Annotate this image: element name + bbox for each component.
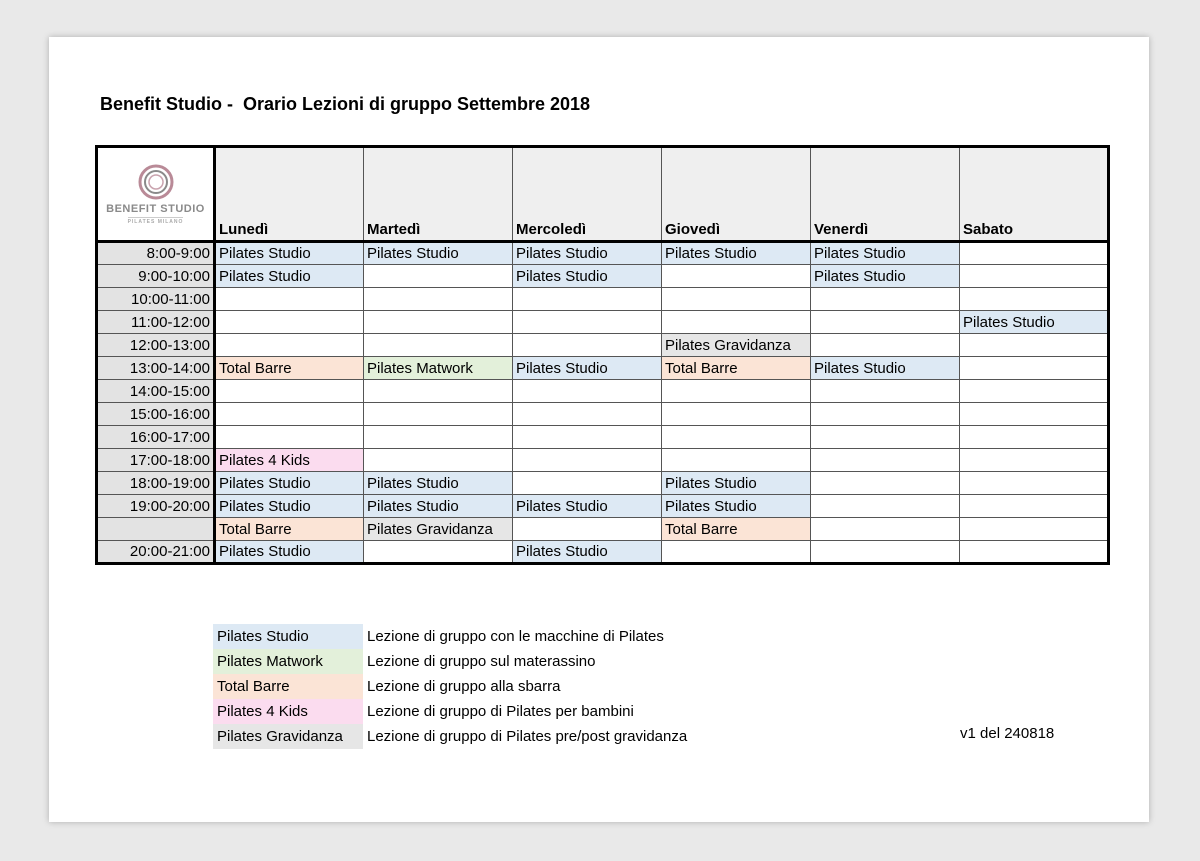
legend — [213, 624, 687, 749]
schedule-table — [95, 145, 1110, 565]
class-cell — [215, 288, 364, 311]
class-cell — [811, 472, 960, 495]
logo-name: BENEFIT STUDIO — [106, 203, 205, 215]
class-cell: Pilates Studio — [662, 495, 811, 518]
legend-item — [213, 699, 687, 724]
class-cell — [513, 472, 662, 495]
schedule-row — [97, 242, 1109, 265]
class-cell: Pilates Studio — [364, 495, 513, 518]
class-cell — [960, 334, 1109, 357]
class-cell: Pilates Studio — [364, 242, 513, 265]
class-cell — [960, 288, 1109, 311]
class-cell — [811, 403, 960, 426]
class-cell: Pilates Studio — [215, 472, 364, 495]
class-cell — [364, 265, 513, 288]
day-header-wednesday: Mercoledì — [513, 147, 662, 242]
class-cell — [811, 495, 960, 518]
class-cell — [960, 426, 1109, 449]
schedule-row — [97, 426, 1109, 449]
time-slot: 10:00-11:00 — [97, 288, 215, 311]
class-cell — [960, 541, 1109, 564]
legend-description: Lezione di gruppo con le macchine di Pilates — [367, 628, 664, 645]
schedule-row — [97, 288, 1109, 311]
class-cell — [662, 541, 811, 564]
class-cell — [811, 380, 960, 403]
time-slot: 20:00-21:00 — [97, 541, 215, 564]
class-cell — [811, 334, 960, 357]
time-slot: 17:00-18:00 — [97, 449, 215, 472]
class-cell: Pilates Studio — [215, 495, 364, 518]
class-cell — [513, 380, 662, 403]
class-cell: Pilates Studio — [215, 541, 364, 564]
legend-description: Lezione di gruppo alla sbarra — [367, 678, 561, 695]
class-cell — [215, 403, 364, 426]
class-cell — [960, 380, 1109, 403]
benefit-studio-logo — [98, 163, 213, 225]
time-slot: 19:00-20:00 — [97, 495, 215, 518]
legend-swatch: Pilates Studio — [213, 624, 363, 649]
class-cell — [960, 495, 1109, 518]
schedule-row — [97, 449, 1109, 472]
class-cell — [811, 288, 960, 311]
class-cell: Total Barre — [662, 357, 811, 380]
schedule-row — [97, 403, 1109, 426]
class-cell: Pilates Matwork — [364, 357, 513, 380]
schedule-row — [97, 518, 1109, 541]
class-cell — [215, 311, 364, 334]
class-cell — [662, 403, 811, 426]
class-cell — [662, 288, 811, 311]
class-cell — [960, 472, 1109, 495]
schedule-row — [97, 265, 1109, 288]
legend-swatch: Pilates Matwork — [213, 649, 363, 674]
class-cell — [513, 449, 662, 472]
time-slot: 11:00-12:00 — [97, 311, 215, 334]
schedule-row — [97, 380, 1109, 403]
schedule-row — [97, 357, 1109, 380]
class-cell — [364, 380, 513, 403]
class-cell — [960, 518, 1109, 541]
class-cell — [960, 357, 1109, 380]
class-cell — [811, 518, 960, 541]
class-cell — [513, 334, 662, 357]
class-cell — [364, 541, 513, 564]
time-slot: 13:00-14:00 — [97, 357, 215, 380]
class-cell — [364, 449, 513, 472]
schedule-row — [97, 541, 1109, 564]
class-cell: Pilates Studio — [662, 472, 811, 495]
class-cell — [811, 426, 960, 449]
schedule-row — [97, 334, 1109, 357]
class-cell: Pilates Studio — [513, 265, 662, 288]
class-cell — [662, 380, 811, 403]
day-header-tuesday: Martedì — [364, 147, 513, 242]
legend-description: Lezione di gruppo di Pilates per bambini — [367, 703, 634, 720]
class-cell — [364, 288, 513, 311]
class-cell — [215, 380, 364, 403]
class-cell — [364, 334, 513, 357]
class-cell: Total Barre — [662, 518, 811, 541]
time-slot: 15:00-16:00 — [97, 403, 215, 426]
class-cell: Total Barre — [215, 357, 364, 380]
legend-item — [213, 649, 687, 674]
time-slot — [97, 518, 215, 541]
class-cell: Pilates Studio — [811, 265, 960, 288]
day-header-friday: Venerdì — [811, 147, 960, 242]
class-cell — [364, 403, 513, 426]
class-cell — [215, 334, 364, 357]
class-cell — [811, 311, 960, 334]
legend-description: Lezione di gruppo sul materassino — [367, 653, 596, 670]
class-cell: Pilates 4 Kids — [215, 449, 364, 472]
legend-description: Lezione di gruppo di Pilates pre/post gravidanza — [367, 728, 688, 745]
class-cell: Pilates Studio — [513, 495, 662, 518]
day-header-thursday: Giovedì — [662, 147, 811, 242]
class-cell: Pilates Studio — [513, 242, 662, 265]
document-page — [49, 37, 1149, 822]
class-cell — [513, 426, 662, 449]
class-cell — [811, 541, 960, 564]
class-cell: Pilates Studio — [811, 357, 960, 380]
class-cell: Pilates Studio — [215, 265, 364, 288]
class-cell: Pilates Studio — [513, 357, 662, 380]
class-cell: Pilates Gravidanza — [364, 518, 513, 541]
class-cell: Pilates Studio — [364, 472, 513, 495]
class-cell — [960, 449, 1109, 472]
class-cell: Pilates Studio — [960, 311, 1109, 334]
class-cell — [960, 265, 1109, 288]
time-slot: 18:00-19:00 — [97, 472, 215, 495]
legend-swatch: Pilates 4 Kids — [213, 699, 363, 724]
class-cell — [662, 449, 811, 472]
header-row — [97, 147, 1109, 242]
time-slot: 8:00-9:00 — [97, 242, 215, 265]
class-cell: Pilates Studio — [215, 242, 364, 265]
class-cell — [960, 403, 1109, 426]
time-slot: 9:00-10:00 — [97, 265, 215, 288]
class-cell — [364, 426, 513, 449]
page-title: Benefit Studio - Orario Lezioni di gruppo Settembre 2018 — [100, 94, 591, 114]
class-cell — [513, 311, 662, 334]
class-cell — [513, 288, 662, 311]
version-label: v1 del 240818 — [960, 725, 1055, 742]
class-cell: Pilates Studio — [513, 541, 662, 564]
class-cell — [364, 311, 513, 334]
time-slot: 14:00-15:00 — [97, 380, 215, 403]
legend-item — [213, 674, 687, 699]
class-cell — [215, 426, 364, 449]
schedule-row — [97, 495, 1109, 518]
time-slot: 12:00-13:00 — [97, 334, 215, 357]
class-cell — [662, 426, 811, 449]
class-cell — [662, 265, 811, 288]
class-cell — [960, 242, 1109, 265]
class-cell: Total Barre — [215, 518, 364, 541]
schedule-row — [97, 311, 1109, 334]
time-slot: 16:00-17:00 — [97, 426, 215, 449]
class-cell — [513, 518, 662, 541]
schedule-row — [97, 472, 1109, 495]
class-cell: Pilates Studio — [662, 242, 811, 265]
class-cell: Pilates Gravidanza — [662, 334, 811, 357]
legend-swatch: Total Barre — [213, 674, 363, 699]
class-cell — [811, 449, 960, 472]
class-cell — [513, 403, 662, 426]
logo-cell — [97, 147, 215, 242]
legend-item — [213, 624, 687, 649]
class-cell — [662, 311, 811, 334]
logo-rings-icon — [137, 163, 175, 201]
day-header-monday: Lunedì — [215, 147, 364, 242]
logo-subtitle: PILATES MILANO — [127, 219, 184, 225]
legend-item — [213, 724, 687, 749]
day-header-saturday: Sabato — [960, 147, 1109, 242]
legend-swatch: Pilates Gravidanza — [213, 724, 363, 749]
class-cell: Pilates Studio — [811, 242, 960, 265]
